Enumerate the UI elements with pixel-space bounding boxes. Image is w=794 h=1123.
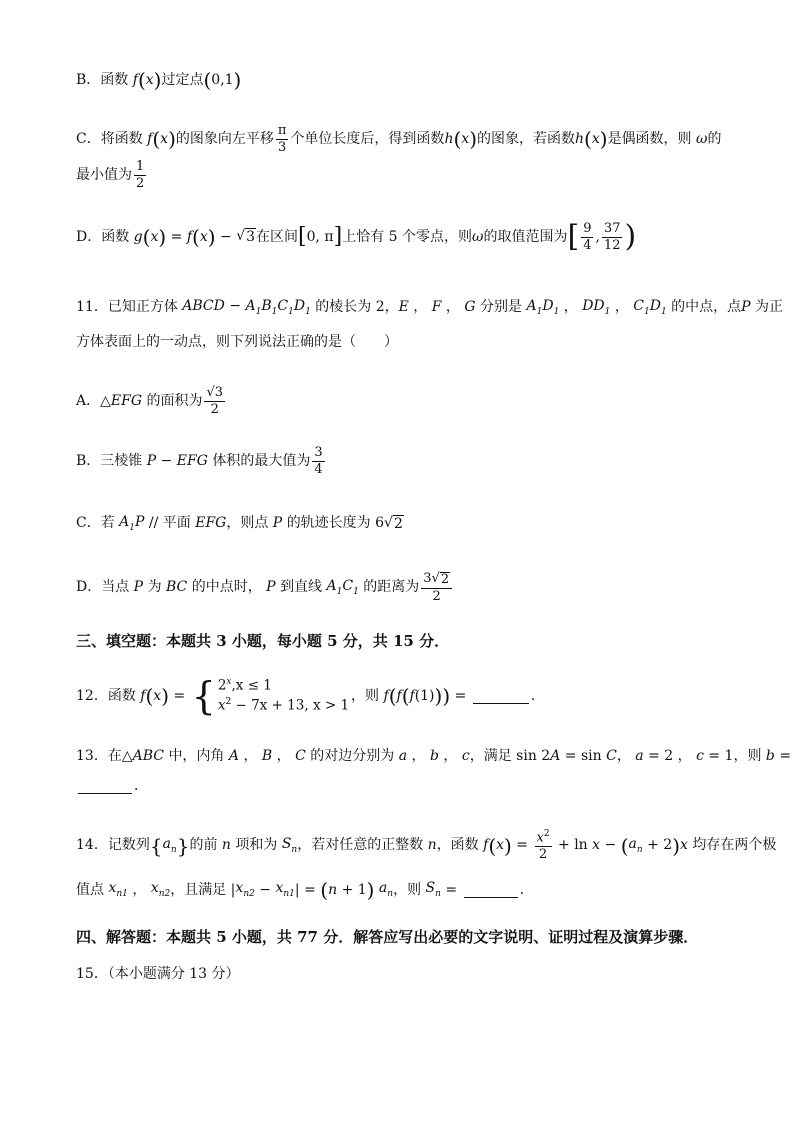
q14-line2: 值点 $x_{n1}$ ， $x_{n2}$ ，且满足 | $x_{n2}$ − $x_{n1}$ | = ( n + 1 ) $a_n$ ，则 $S_n$ = ． [76,878,534,902]
answer-blank[interactable] [464,883,518,898]
section-3-heading: 三、填空题：本题共 3 小题，每小题 5 分，共 15 分． [76,632,450,650]
q11-stem-line2: 方体表面上的一动点，则下列说法正确的是（ ） [76,334,398,350]
q12: 12．函数 f ( x ) = { $2^x,x \le 1$ $x^2 - 7x + 13$, x > 1 ，则 f ( f ( f (1) )) = . [76,674,536,719]
q11-stem-line1: 11．已知正方体 ABCD − $A_1B_1C_1D_1$ 的棱长为 2， E ， F ， G 分别是 $A_1D_1$ ， $DD_1$ ， $C_1D_1$ 的中点，点 P 为正 [76,298,784,317]
answer-blank[interactable] [78,779,132,794]
q15-title: 15．（本小题满分 13 分） [76,966,240,982]
q10-option-d: D． 函数 g ( x ) = f ( x ) − √ 3 在区间 [ 0, π ] 上恰有 5 个零点，则 ω 的取值范围为 [ $\frac{9}{4}$ , $\frac{37}{12}$ ) [76,219,637,255]
q11-option-a: A． △ EFG 的面积为 $\frac{√3}{2}$ [76,385,224,417]
q13-line2: ． [76,778,722,795]
answer-blank[interactable] [473,689,529,704]
q13-line1: 13．在 △ ABC 中，内角 A ， B ， C 的对边分别为 a ， b ， c ，满足 sin 2 A = sin C ， a = 2 ， c = 1 ，则 b = [76,748,792,764]
q11-option-d: D． 当点 P 为 BC 的中点时， P 到直线 $A_1C_1$ 的距离为 3√ 2 2 [76,572,722,603]
section-4-heading: 四、解答题：本题共 5 小题，共 77 分．解答应写出必要的文字说明、证明过程及演算步骤． [76,928,699,946]
q11-option-b: B． 三棱锥 P − EFG 体积的最大值为 $\frac{3}{4}$ [76,445,323,477]
q14-line1: 14．记数列 { $a_n$ } 的前 n 项和为 $S_n$ ，若对任意的正整数 n ，函数 f ( x ) = $\frac{x^2}{2}$ + ln x − ( $a_n$ + 2 ) x 均存在两个极 [76,829,777,862]
pi-over-3: $\frac{\pi}{3}$ [277,123,287,155]
q10-option-c-line1: C． 将函数 f ( x ) 的图象向左平移 $\frac{\pi}{3}$ 个单位长度后，得到函数 h ( x ) 的图象，若函数 h ( x ) 是偶函数，则 ω 的 [76,123,722,155]
q10-option-c-line2: 最小值为 $\frac{1}{2}$ [76,159,145,191]
q10-option-b: B． 函数 f ( x ) 过定点 ( 0,1 ) [76,68,242,92]
q11-option-c: C． 若 $A_1P$ // 平面 EFG ，则点 P 的轨迹长度为 6 √ 2 [76,514,403,533]
piecewise-function: { $2^x,x \le 1$ $x^2 - 7x + 13$, x > 1 [191,674,350,719]
